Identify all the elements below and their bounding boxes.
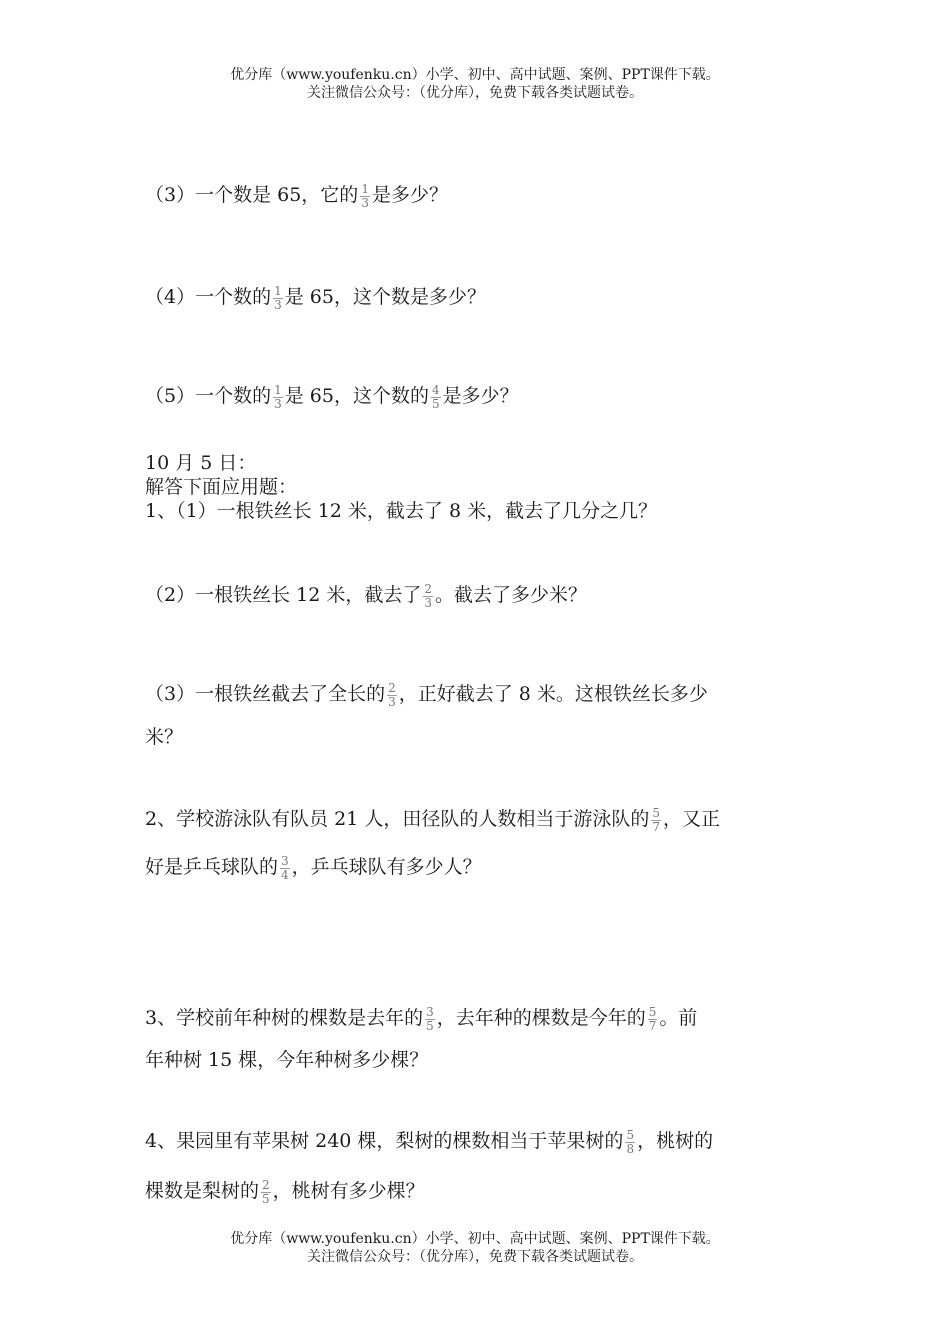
- p2-text-d: ，乒乓球队有多少人？: [291, 856, 482, 878]
- p1-2-text-b: 。截去了多少米？: [435, 584, 588, 606]
- p1-3-text-b: ，正好截去了 8 米。这根铁丝长多少: [398, 683, 708, 705]
- header-line-2: 关注微信公众号：（优分库），免费下载各类试题试卷。: [307, 85, 643, 101]
- q5-text-a: （5）一个数的: [145, 385, 272, 407]
- q3-text-b: 是多少？: [371, 184, 448, 206]
- numerator: 5: [648, 1004, 657, 1019]
- fraction: [425, 1006, 435, 1033]
- fraction: [625, 1129, 635, 1156]
- page-header: [0, 66, 950, 102]
- q4-text-a: （4）一个数的: [145, 286, 272, 308]
- fraction: [280, 855, 290, 882]
- numerator: 3: [426, 1004, 434, 1019]
- date-heading: [145, 451, 810, 523]
- problem-1-part-3: [145, 679, 810, 709]
- denominator: 3: [274, 297, 282, 312]
- question-4: [145, 282, 810, 312]
- p3-text-b: ，去年种的棵数是今年的: [436, 1007, 646, 1029]
- p2-text-b: ，又正: [663, 808, 721, 830]
- fraction: [648, 1006, 658, 1033]
- p3-text-c: 。前: [659, 1007, 698, 1029]
- section-title: 解答下面应用题：: [145, 476, 298, 498]
- problem-1-part-3-cont: 米？: [145, 726, 184, 748]
- numerator: 1: [274, 382, 282, 397]
- numerator: 3: [281, 853, 289, 868]
- p2-text-a: 2、学校游泳队有队员 21 人，田径队的人数相当于游泳队的: [145, 808, 650, 830]
- date-text: 10 月 5 日：: [145, 452, 257, 474]
- fraction: [360, 183, 370, 210]
- problem-1-part-1: 1、（1）一根铁丝长 12 米，截去了 8 米，截去了几分之几？: [145, 500, 658, 522]
- p1-2-text-a: （2）一根铁丝长 12 米，截去了: [145, 584, 422, 606]
- denominator: 3: [361, 195, 369, 210]
- q3-text-a: （3）一个数是 65，它的: [145, 184, 359, 206]
- denominator: 7: [652, 819, 660, 834]
- numerator: 2: [388, 680, 396, 695]
- denominator: 4: [281, 867, 289, 882]
- fraction: [431, 384, 441, 411]
- q4-text-b: 是 65，这个数是多少？: [284, 286, 486, 308]
- p1-3-text-a: （3）一根铁丝截去了全长的: [145, 683, 386, 705]
- p4-text-b: ，桃树的: [637, 1130, 714, 1152]
- denominator: 3: [424, 595, 432, 610]
- q5-text-c: 是多少？: [442, 385, 519, 407]
- numerator: 1: [274, 283, 282, 298]
- page-footer: [0, 1230, 950, 1266]
- question-5: [145, 381, 810, 411]
- footer-line-1: 优分库（www.youfenku.cn）小学、初中、高中试题、案例、PPT课件下载。: [230, 1231, 720, 1247]
- numerator: 1: [361, 181, 369, 196]
- denominator: 5: [426, 1018, 434, 1033]
- denominator: 8: [626, 1141, 635, 1156]
- problem-3-cont: 年种树 15 棵，今年种树多少棵？: [145, 1049, 429, 1071]
- header-line-1: 优分库（www.youfenku.cn）小学、初中、高中试题、案例、PPT课件下载。: [230, 67, 720, 83]
- footer-line-2: 关注微信公众号：（优分库），免费下载各类试题试卷。: [307, 1249, 643, 1265]
- numerator: 5: [652, 805, 660, 820]
- fraction: [273, 285, 283, 312]
- numerator: 4: [431, 382, 440, 397]
- fraction: [387, 682, 397, 709]
- fraction: [273, 384, 283, 411]
- numerator: 5: [626, 1127, 635, 1142]
- denominator: 3: [274, 396, 282, 411]
- p4-text-a: 4、果园里有苹果树 240 棵，梨树的棵数相当于苹果树的: [145, 1130, 624, 1152]
- problem-3: [145, 1003, 810, 1033]
- p3-text-a: 3、学校前年种树的棵数是去年的: [145, 1007, 424, 1029]
- numerator: 2: [424, 581, 432, 596]
- p4-text-d: ，桃树有多少棵？: [272, 1180, 425, 1202]
- denominator: 7: [648, 1018, 657, 1033]
- problem-4-cont: [145, 1176, 810, 1206]
- problem-2: [145, 804, 810, 834]
- problem-4: [145, 1126, 810, 1156]
- fraction: [261, 1179, 271, 1206]
- denominator: 5: [431, 396, 440, 411]
- q5-text-b: 是 65，这个数的: [284, 385, 429, 407]
- p2-text-c: 好是乒乓球队的: [145, 856, 279, 878]
- problem-1-part-2: [145, 580, 810, 610]
- denominator: 3: [388, 694, 396, 709]
- problem-2-cont: [145, 852, 810, 882]
- fraction: [651, 807, 661, 834]
- numerator: 2: [262, 1177, 270, 1192]
- denominator: 5: [262, 1191, 270, 1206]
- question-3: [145, 180, 810, 210]
- fraction: [423, 583, 433, 610]
- p4-text-c: 棵数是梨树的: [145, 1180, 260, 1202]
